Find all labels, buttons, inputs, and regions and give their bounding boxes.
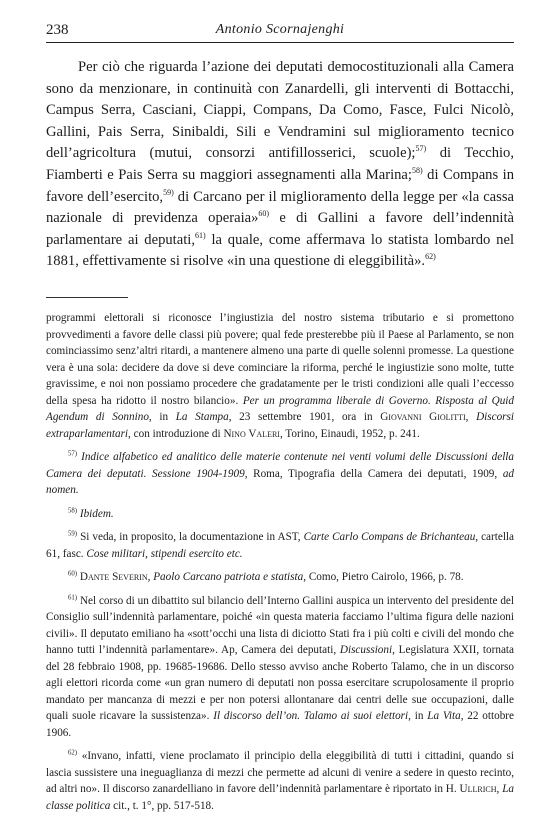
footnote-number: 62): [68, 749, 78, 757]
footnotes-section: [46, 310, 514, 821]
page-header: [46, 22, 514, 42]
running-head: Antonio Scornajenghi: [215, 22, 345, 37]
footnote-59: $^{59)}$ Si veda, in proposito, la documentazione in AST, Carte Carlo Compans de Brichanteau, cartella 61, fasc. Cose militari, stipendi esercito etc.: [46, 530, 514, 560]
footnote-number: 59): [68, 530, 78, 538]
footnote-number: 61): [68, 593, 78, 601]
footnote-ref-59[interactable]: 59): [163, 187, 174, 197]
footnote-ref-62[interactable]: 62): [425, 252, 436, 262]
footnote-ref-60[interactable]: 60): [258, 209, 270, 219]
footnote-separator: [46, 297, 128, 298]
footnote-58: $^{58)}$ Ibidem.: [68, 506, 114, 520]
footnote-number: 60): [68, 570, 78, 578]
footnote-ref-57[interactable]: 57): [415, 144, 427, 154]
footnote-60: $^{60)}$ Dante Severin, Paolo Carcano patriota e statista, Como, Pietro Cairolo, 1966, p. 78.: [68, 570, 464, 583]
footnote-57: $^{57)}$ Indice alfabetico ed analitico delle materie contenute nei venti volumi delle Discussioni della Camera dei deputati. Sessione 1904-1909, Roma, Tipografia della Camera dei deputati, 1909, ad nomen.: [46, 450, 515, 496]
footnote-56-continuation: programmi elettorali si riconosce l’ingiustizia del nostro sistema tributario e si promettono provvedimenti a favore delle classi più povere; qual fede presterebbe più il Paese al Parlamento, se non cominciassimo senz’altri ritardi, a mantenere almeno una parte di quelle solenni promesse. La questione vera è una sola: decidere da dove si deve cominciare la riforma, perché le ingiustizie sono molte, tutte gravissime, e noi non possiamo procedere che gradatamente per le tristi condizioni alle quali l’eccesso della spesa ha ridotto il nostro bilancio». Per un programma liberale di Governo. Risposta al Quid Agendum di Sonnino, in La Stampa, 23 settembre 1901, ora in Giovanni Giolitti, Discorsi extraparlamentari, con introduzione di Nino Valeri, Torino, Einaudi, 1952, p. 241.: [46, 312, 514, 440]
footnote-ref-58[interactable]: 58): [411, 166, 423, 176]
page-number: 238: [46, 22, 69, 38]
header-rule: [46, 42, 514, 43]
main-paragraph: Per ciò che riguarda l’azione dei deputati democostituzionali alla Camera sono da menzionare, in continuità con Zanardelli, gli interventi di Bottacchi, Campus Serra, Casciani, Ciappi, Compans, Da Como, Fasce, Fulci Nicolò, Gallini, Pais Serra, Sinibaldi, Sili e Vendramini sul miglioramento tecnico dell’agricoltura (mutui, consorzi antifillosserici, scuole);$^{57)}$ di Tecchio, Fiamberti e Pais Serra su maggiori assegnamenti alla Marina;$^{58)}$ di Compans in favore dell’esercito,$^{59)}$ di Carcano per il miglioramento della legge per «la cassa nazionale di previdenza operaia»$^{60)}$ e di Gallini a favore dell’indennità parlamentare ai deputati,$^{61)}$ la quale, come affermava lo statista lombardo nel 1881, effettivamente si risolve «in una questione di eleggibilità».$^{62)}$: [46, 59, 515, 270]
footnote-61: $^{61)}$ Nel corso di un dibattito sul bilancio dell’Interno Gallini auspica un intervento del presidente del Consiglio sull’indennità parlamentare, poiché «in questa materia facciamo l’ultima figura delle nazioni civili». Il deputato emiliano ha «sott’occhi una lista di diciotto Stati fra i più colti e civili del mondo che hanno tutti l’indennità parlamentare». Ap, Camera dei deputati, Discussioni, Legislatura XXII, tornata del 28 febbraio 1908, pp. 19685-19686. Dello stesso avviso anche Roberto Talamo, che in un discorso agli elettori ricorda come «un gran numero di deputati non possa esercitare scrupolosamente il proprio mandato per mancanza di mezzi e per non potersi allontanare dai centri delle sue occupazioni, dalle quali suole ricavare la sussistenza». Il discorso dell’on. Talamo ai suoi elettori, in La Vita, 22 ottobre 1906.: [46, 593, 515, 739]
footnote-number: 58): [68, 506, 78, 514]
footnote-62: $^{62)}$ «Invano, infatti, viene proclamato il principio della eleggibilità di tutti i cittadini, quando si lascia sussistere una ineguaglianza di mezzi che permette ad alcuni di venire a sedere in questo recinto, ad altri no». Il discorso zanardelliano in favore dell’indennità parlamentare è riportato in H. Ullrich, La classe politica cit., t. 1°, pp. 517-518.: [46, 749, 515, 812]
footnote-ref-61[interactable]: 61): [194, 230, 206, 240]
footnote-number: 57): [68, 450, 78, 458]
